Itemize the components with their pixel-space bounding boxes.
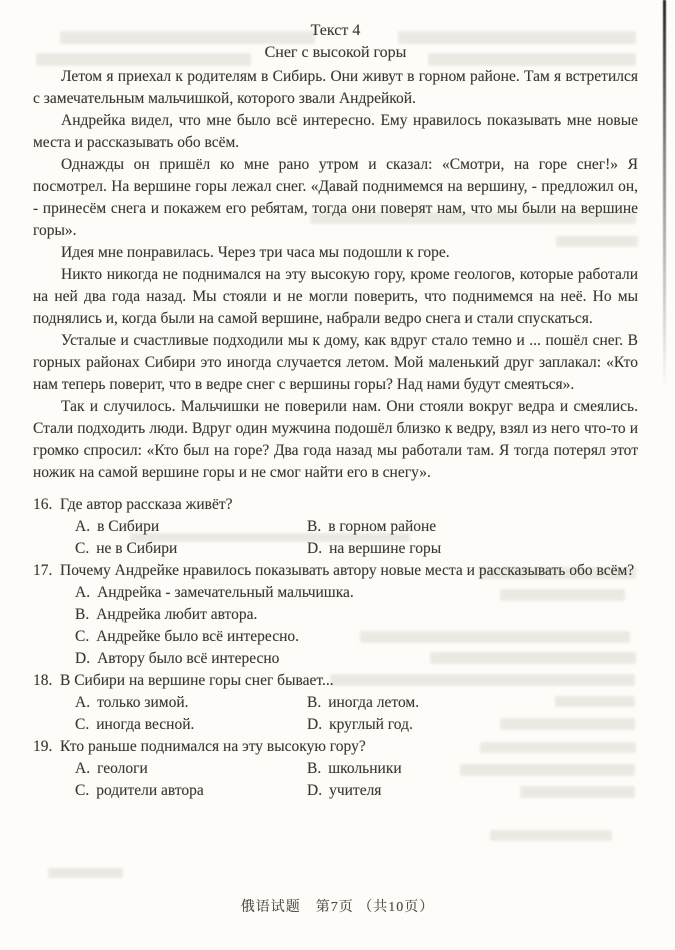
answer-option	[75, 648, 638, 670]
answer-option	[307, 692, 638, 714]
text-subtitle: Снег с высокой горы	[264, 44, 407, 61]
answer-option	[307, 538, 638, 560]
paragraph: Идея мне понравилась. Через три часа мы подошли к горе.	[61, 244, 450, 261]
option-letter: C.	[75, 540, 90, 557]
scan-edge-artifact	[663, 0, 666, 390]
option-letter: B.	[307, 694, 322, 711]
option-text: иногда летом.	[328, 694, 420, 711]
question-number: 16.	[33, 496, 53, 513]
question-text: Где автор рассказа живёт?	[60, 496, 233, 513]
options	[33, 758, 638, 802]
answer-option	[75, 692, 307, 714]
answer-option	[307, 516, 638, 538]
paragraph: Андрейка видел, что мне было всё интересно. Ему нравилось показывать мне новые места и рассказывать обо всём.	[33, 112, 638, 151]
option-text: геологи	[97, 760, 148, 777]
bleed-through-ghost	[490, 830, 612, 841]
option-letter: B.	[307, 760, 322, 777]
answer-option	[75, 626, 638, 648]
reading-text	[33, 66, 638, 484]
question-18	[33, 670, 638, 736]
question-17	[33, 560, 638, 670]
question-19	[33, 736, 638, 802]
question-number: 18.	[33, 672, 53, 689]
option-letter: A.	[75, 584, 91, 601]
options	[33, 582, 638, 670]
paragraph: Летом я приехал к родителям в Сибирь. Они живут в горном районе. Там я встретился с замечательным мальчишкой, которого звали Андрейкой.	[33, 68, 638, 107]
question-text: Кто раньше поднимался на эту высокую гору?	[60, 738, 366, 755]
answer-option	[307, 780, 638, 802]
paragraph: Однажды он пришёл ко мне рано утром и сказал: «Смотри, на горе снег!» Я посмотрел. На вершине горы лежал снег. «Давай поднимемся на вершину, - предложил он, - принесём снега и покажем его ребятам, тогда они поверят нам, что мы были на вершине горы».	[33, 156, 638, 239]
question-number: 17.	[33, 562, 53, 579]
page-footer: 俄语试题 第7页 （共10页）	[240, 900, 435, 915]
option-text: Автору было всё интересно	[97, 650, 280, 667]
option-text: школьники	[328, 760, 402, 777]
answer-option	[75, 516, 307, 538]
option-text: на вершине горы	[329, 540, 442, 557]
answer-option	[75, 714, 307, 736]
option-letter: B.	[307, 518, 322, 535]
answer-option	[307, 714, 638, 736]
answer-option	[75, 758, 307, 780]
option-text: Андрейка любит автора.	[96, 606, 258, 623]
question-number: 19.	[33, 738, 53, 755]
option-text: в Сибири	[97, 518, 160, 535]
page-content	[33, 20, 638, 802]
answer-option	[75, 604, 638, 626]
option-text: Андрейка - замечательный мальчишка.	[97, 584, 354, 601]
option-letter: C.	[75, 628, 90, 645]
option-letter: C.	[75, 782, 90, 799]
option-letter: D.	[75, 650, 91, 667]
paragraph: Никто никогда не поднимался на эту высокую гору, кроме геологов, которые работали на ней два года назад. Мы стояли и не могли поверить, что поднимемся на неё. Но мы поднялись и, когда были на самой вершине, набрали ведро снега и стали спускаться.	[33, 266, 638, 327]
option-letter: A.	[75, 518, 91, 535]
option-text: в горном районе	[328, 518, 437, 535]
option-letter: D.	[307, 782, 323, 799]
option-letter: D.	[307, 716, 323, 733]
option-text: только зимой.	[97, 694, 189, 711]
option-letter: A.	[75, 760, 91, 777]
paragraph: Усталые и счастливые подходили мы к дому, как вдруг стало темно и ... пошёл снег. В горных районах Сибири это иногда случается летом. Мой маленький друг заплакал: «Кто нам теперь поверит, что в ведре снег с вершины горы? Над нами будут смеяться».	[33, 332, 638, 393]
option-text: иногда весной.	[96, 716, 195, 733]
option-text: учителя	[329, 782, 382, 799]
option-text: круглый год.	[329, 716, 413, 733]
questions-section	[33, 494, 638, 802]
bleed-through-ghost	[48, 868, 123, 878]
question-text: В Сибири на вершине горы снег бывает...	[60, 672, 334, 689]
answer-option	[307, 758, 638, 780]
answer-option	[75, 780, 307, 802]
option-letter: A.	[75, 694, 91, 711]
options	[33, 516, 638, 560]
question-text: Почему Андрейке нравилось показывать автору новые места и рассказывать обо всём?	[60, 562, 635, 579]
option-text: Андрейке было всё интересно.	[96, 628, 299, 645]
text-number-title: Текст 4	[310, 22, 361, 39]
option-letter: D.	[307, 540, 323, 557]
option-letter: C.	[75, 716, 90, 733]
answer-option	[75, 582, 638, 604]
answer-option	[75, 538, 307, 560]
options	[33, 692, 638, 736]
question-16	[33, 494, 638, 560]
option-text: не в Сибири	[96, 540, 178, 557]
paragraph: Так и случилось. Мальчишки не поверили нам. Они стояли вокруг ведра и смеялись. Стали подходить люди. Вдруг один мужчина подошёл близко к ведру, взял из него что-то и громко спросил: «Кто был на горе? Два года назад мы работали там. Я тогда потерял этот ножик на самой вершине горы и не смог найти его в снегу».	[33, 398, 638, 481]
option-letter: B.	[75, 606, 90, 623]
option-text: родители автора	[96, 782, 204, 799]
